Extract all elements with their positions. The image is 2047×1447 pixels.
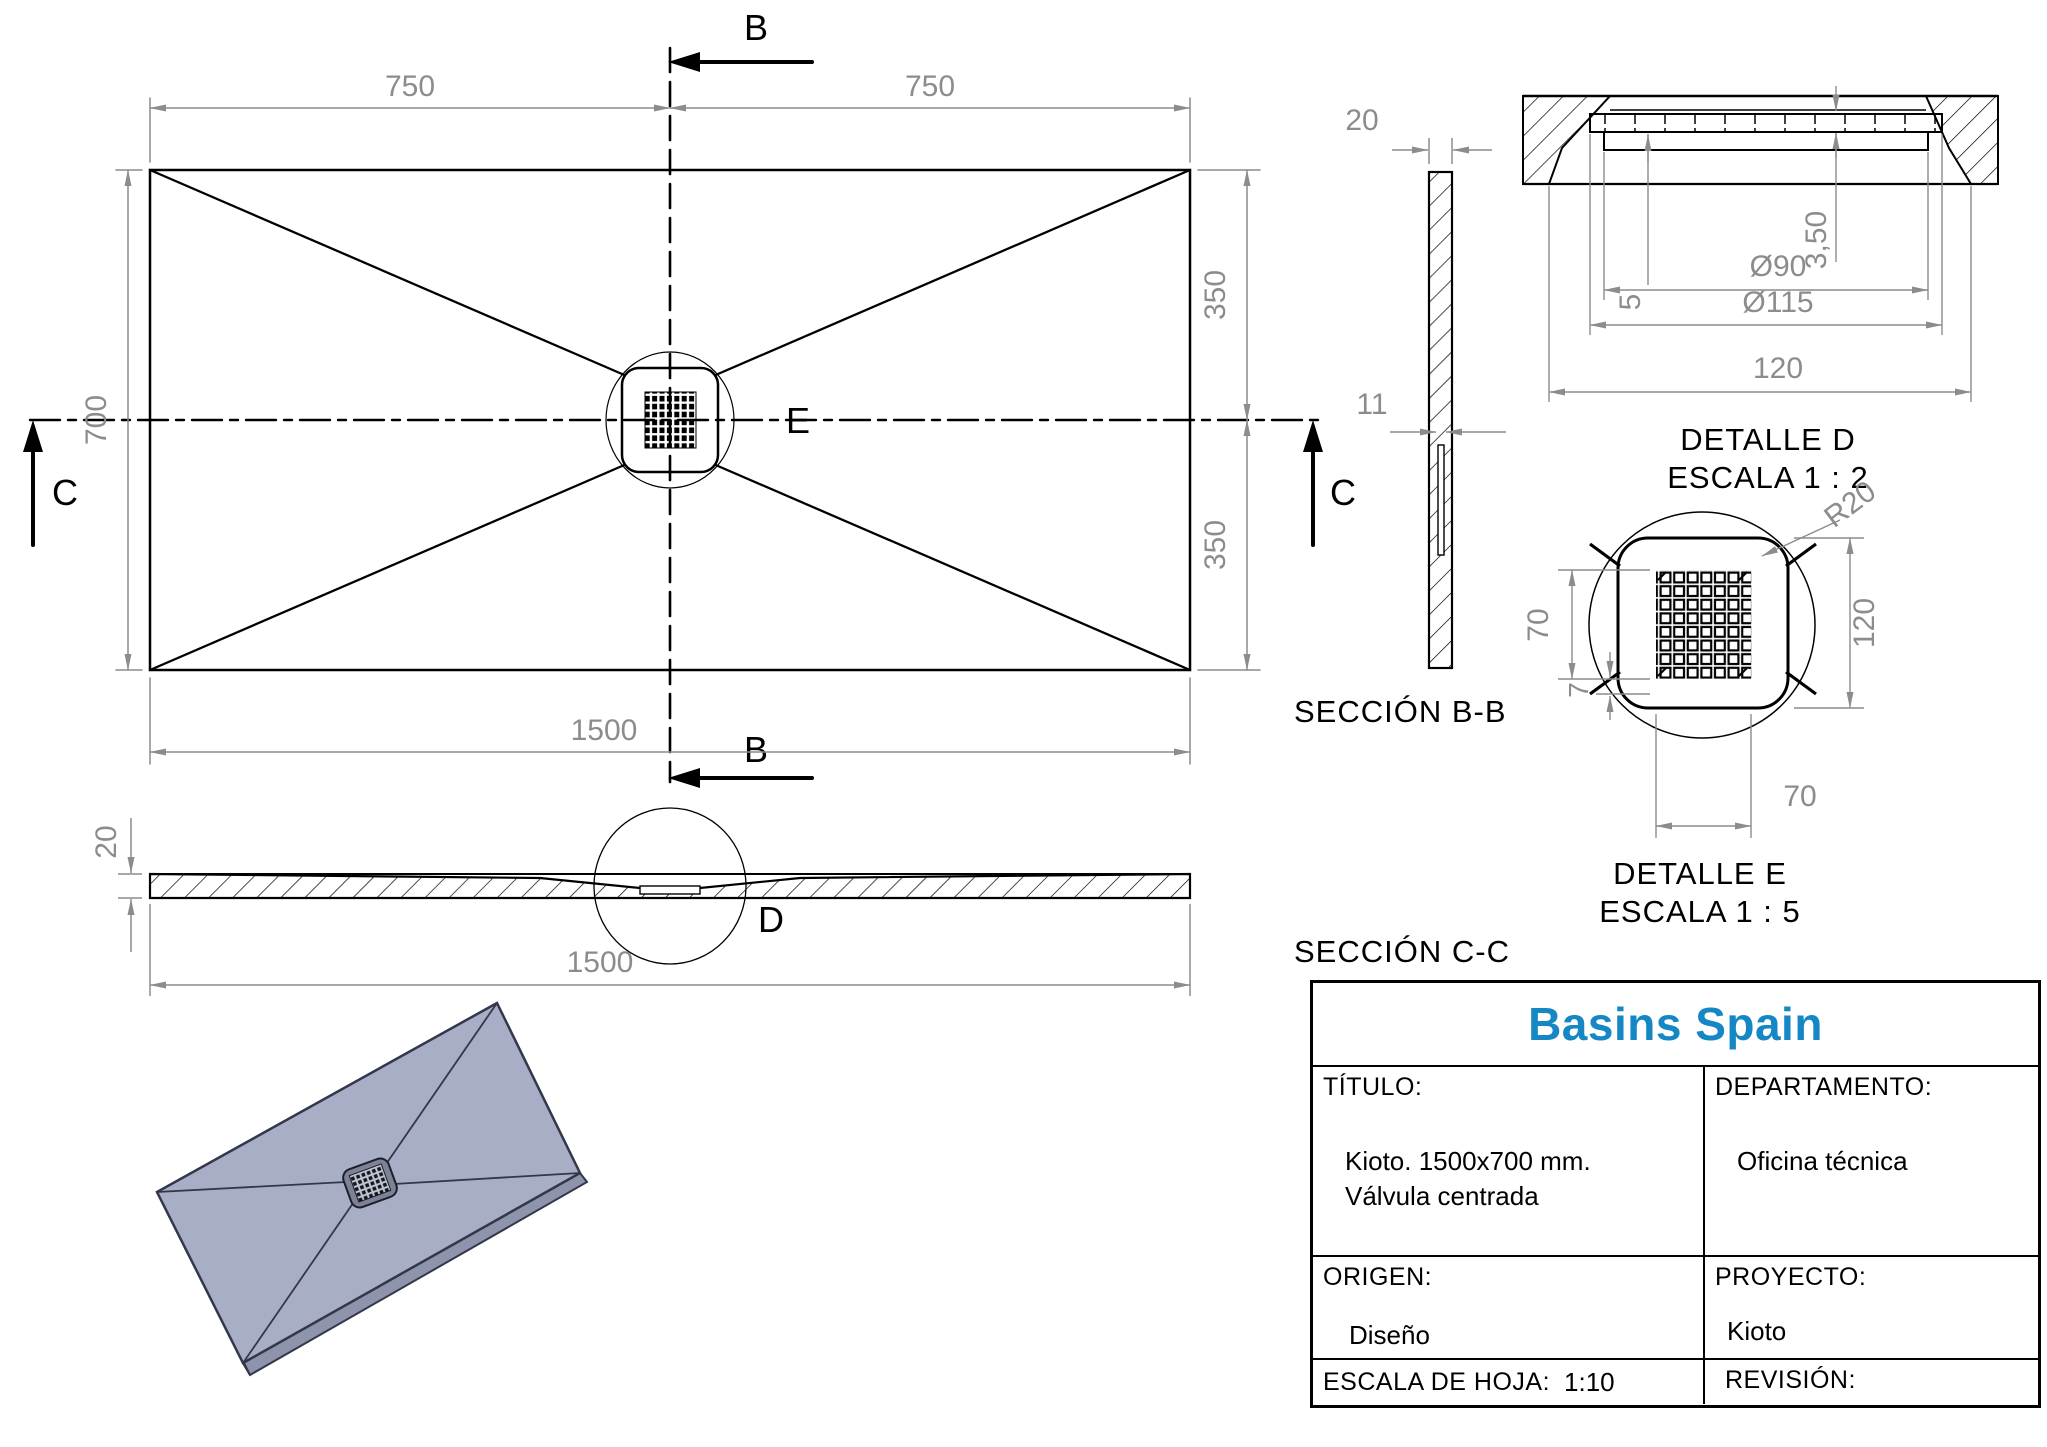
title-block-row-titulo xyxy=(1313,1065,2038,1255)
section-c-left-label: C xyxy=(52,472,78,513)
titulo-label: TÍTULO: xyxy=(1323,1073,1423,1101)
plan-view xyxy=(23,7,1356,788)
dim-120-detail-e: 120 xyxy=(1848,597,1881,649)
detail-e-title: DETALLE E xyxy=(1613,856,1787,891)
detail-d-grate-plate xyxy=(1590,114,1942,132)
dim-750-left: 750 xyxy=(384,70,436,103)
dim-120-detail-d: 120 xyxy=(1752,352,1804,385)
escala-cell xyxy=(1313,1360,1703,1404)
detail-d-right-wedge xyxy=(1926,96,1998,184)
section-arrow-b-top xyxy=(668,7,812,72)
section-arrow-c-right xyxy=(1303,420,1356,545)
section-arrow-c-left xyxy=(23,420,78,545)
dim-70-bottom-detail-e: 70 xyxy=(1783,780,1817,813)
section-bb-title: SECCIÓN B-B xyxy=(1294,694,1507,729)
dim-1500-plan: 1500 xyxy=(570,714,638,747)
dim-1500-cc: 1500 xyxy=(566,946,634,979)
origen-value: Diseño xyxy=(1349,1320,1430,1350)
section-b-bottom-label: B xyxy=(744,729,769,770)
detail-d-view xyxy=(1523,86,1998,495)
section-bb-drain-recess xyxy=(1438,445,1444,555)
title-block-header xyxy=(1313,983,2038,1065)
dim-d115: Ø115 xyxy=(1742,286,1814,319)
section-arrow-b-bottom xyxy=(668,729,812,788)
dim-350-bottom: 350 xyxy=(1199,519,1232,571)
origen-cell xyxy=(1313,1257,1703,1358)
dim-350-detail-d: 3,50 xyxy=(1800,210,1833,270)
proyecto-value: Kioto xyxy=(1727,1316,1787,1346)
dim-d90: Ø90 xyxy=(1749,250,1807,283)
detail-d-flange-plate xyxy=(1604,132,1928,150)
detail-e-scale: ESCALA 1 : 5 xyxy=(1599,894,1801,929)
dim-7-detail-e: 7 xyxy=(1563,682,1594,698)
proyecto-cell xyxy=(1703,1257,2038,1358)
section-c-right-label: C xyxy=(1330,472,1356,513)
escala-label: ESCALA DE HOJA: xyxy=(1323,1367,1551,1396)
section-cc-drain-recess xyxy=(640,886,700,894)
escala-value: 1:10 xyxy=(1564,1366,1615,1397)
section-bb-view xyxy=(1294,104,1507,729)
detail-e-grate xyxy=(1656,570,1751,679)
dim-70-left-detail-e: 70 xyxy=(1522,608,1555,642)
dim-750-right: 750 xyxy=(904,70,956,103)
proyecto-label: PROYECTO: xyxy=(1715,1263,1867,1291)
title-block-row-origen xyxy=(1313,1255,2038,1358)
titulo-line1: Kioto. 1500x700 mm. xyxy=(1345,1146,1591,1176)
titulo-cell xyxy=(1313,1067,1703,1255)
dim-20-cc: 20 xyxy=(90,825,123,859)
dim-700: 700 xyxy=(80,394,113,446)
company-logo-text: Basins Spain xyxy=(1528,998,1823,1050)
dim-5-detail-d: 5 xyxy=(1614,293,1647,311)
revision-label: REVISIÓN: xyxy=(1725,1366,1856,1394)
detail-e-view xyxy=(1522,475,1882,929)
dim-11-bb: 11 xyxy=(1356,388,1388,421)
origen-label: ORIGEN: xyxy=(1323,1263,1433,1291)
detail-d-left-wedge xyxy=(1523,96,1610,184)
section-cc-title: SECCIÓN C-C xyxy=(1294,934,1510,969)
dim-350-top: 350 xyxy=(1199,269,1232,321)
detail-e-marker: E xyxy=(786,400,811,441)
section-cc-view xyxy=(90,808,1510,996)
detail-d-marker: D xyxy=(758,899,784,940)
title-block-row-escala xyxy=(1313,1358,2038,1404)
detail-d-scale: ESCALA 1 : 2 xyxy=(1667,460,1869,495)
departamento-value: Oficina técnica xyxy=(1737,1146,1908,1176)
titulo-line2: Válvula centrada xyxy=(1345,1181,1539,1212)
departamento-cell xyxy=(1703,1067,2038,1255)
section-cc-dim-lines xyxy=(118,818,1190,996)
isometric-view xyxy=(157,1003,587,1375)
dim-20-bb: 20 xyxy=(1345,104,1379,137)
dim-r20-detail-e: R20 xyxy=(1818,474,1883,535)
title-block xyxy=(1310,980,2041,1408)
section-b-top-label: B xyxy=(744,7,769,48)
revision-cell xyxy=(1703,1360,2038,1404)
detail-d-title: DETALLE D xyxy=(1680,422,1856,457)
departamento-label: DEPARTAMENTO: xyxy=(1715,1073,1933,1101)
